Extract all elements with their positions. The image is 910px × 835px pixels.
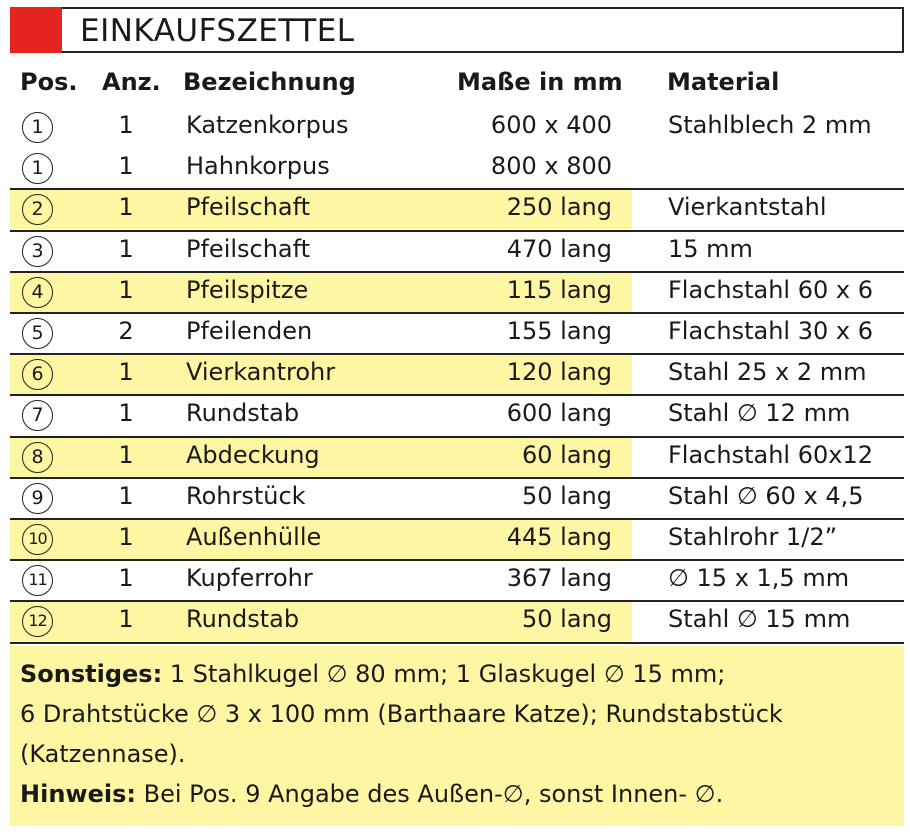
quantity-cell: 1	[118, 234, 134, 263]
quantity-cell: 1	[118, 564, 134, 593]
dimensions-cell: 50 lang	[522, 481, 612, 510]
row-divider	[10, 477, 904, 479]
sonstiges-text: 1 Stahlkugel ∅ 80 mm; 1 Glaskugel ∅ 15 mm;	[162, 660, 726, 688]
table-row	[0, 106, 910, 147]
row-divider	[10, 353, 904, 355]
position-number: 12	[22, 606, 53, 637]
position-number: 5	[22, 318, 53, 349]
position-number: 1	[22, 112, 53, 143]
description-cell: Rundstab	[186, 399, 300, 428]
dimensions-cell: 120 lang	[506, 358, 612, 387]
dimensions-cell: 50 lang	[522, 605, 612, 634]
position-number: 3	[22, 236, 53, 267]
material-cell: Stahl ∅ 15 mm	[668, 605, 851, 634]
description-cell: Abdeckung	[186, 440, 320, 469]
position-number: 8	[22, 442, 53, 473]
dimensions-cell: 60 lang	[522, 440, 612, 469]
notes-sonstiges-line2: 6 Drahtstücke ∅ 3 x 100 mm (Barthaare Katze); Rundstabstück	[20, 700, 783, 728]
title-bar	[10, 7, 904, 53]
quantity-cell: 1	[118, 111, 134, 139]
description-cell: Pfeilenden	[186, 317, 313, 345]
position-number: 11	[22, 565, 53, 596]
material-cell: Flachstahl 60 x 6	[668, 275, 873, 304]
position-number: 6	[22, 359, 53, 390]
table-row	[0, 518, 910, 559]
header-bezeichnung: Bezeichnung	[183, 68, 356, 96]
table-row	[0, 230, 910, 271]
quantity-cell: 1	[118, 152, 134, 181]
quantity-cell: 1	[118, 440, 134, 469]
quantity-cell: 1	[118, 523, 134, 551]
notes-sonstiges-line3: (Katzennase).	[20, 740, 186, 768]
dimensions-cell: 445 lang	[506, 523, 612, 551]
description-cell: Rundstab	[186, 605, 300, 634]
quantity-cell: 1	[118, 481, 134, 510]
material-cell: Stahlrohr 1/2”	[668, 523, 838, 551]
row-divider	[10, 642, 904, 644]
notes-hinweis	[20, 774, 894, 814]
description-cell: Pfeilschaft	[186, 234, 311, 263]
table-row	[0, 147, 910, 188]
material-cell: Stahl ∅ 12 mm	[668, 399, 851, 428]
quantity-cell: 1	[118, 193, 134, 222]
description-cell: Hahnkorpus	[186, 152, 330, 181]
quantity-cell: 1	[118, 358, 134, 387]
header-anz: Anz.	[102, 68, 161, 96]
hinweis-text: Bei Pos. 9 Angabe des Außen-∅, sonst Innen- ∅.	[135, 780, 724, 808]
dimensions-cell: 155 lang	[506, 317, 612, 345]
table-row	[0, 188, 910, 229]
description-cell: Pfeilschaft	[186, 193, 311, 222]
position-number: 1	[22, 153, 53, 184]
header-masse: Maße in mm	[457, 68, 623, 96]
header-pos: Pos.	[20, 68, 78, 96]
table-bottom-border	[0, 642, 910, 644]
row-divider	[10, 436, 904, 438]
table-header	[0, 66, 910, 106]
position-number: 2	[22, 194, 53, 225]
row-divider	[10, 188, 904, 190]
hinweis-label: Hinweis:	[20, 780, 136, 808]
notes-box	[10, 646, 904, 826]
quantity-cell: 1	[118, 605, 134, 634]
dimensions-cell: 367 lang	[506, 564, 612, 593]
quantity-cell: 1	[118, 275, 134, 304]
description-cell: Kupferrohr	[186, 564, 313, 593]
position-number: 9	[22, 483, 53, 514]
title-accent-block	[10, 7, 62, 53]
position-number: 7	[22, 400, 53, 431]
description-cell: Außenhülle	[186, 523, 322, 551]
table-row	[0, 271, 910, 312]
material-cell: Stahl 25 x 2 mm	[668, 358, 867, 387]
description-cell: Pfeilspitze	[186, 275, 309, 304]
position-number: 4	[22, 277, 53, 308]
table-row	[0, 312, 910, 353]
material-cell: Vierkantstahl	[668, 193, 827, 222]
row-divider	[10, 559, 904, 561]
table-row	[0, 600, 910, 641]
row-divider	[10, 312, 904, 314]
material-cell: 15 mm	[668, 234, 753, 263]
table-row	[0, 353, 910, 394]
material-cell: Stahl ∅ 60 x 4,5	[668, 481, 864, 510]
table-row	[0, 436, 910, 477]
row-divider	[10, 230, 904, 232]
material-cell: Stahlblech 2 mm	[668, 111, 872, 139]
dimensions-cell: 115 lang	[506, 275, 612, 304]
dimensions-cell: 600 lang	[506, 399, 612, 428]
table-row	[0, 477, 910, 518]
material-cell: Flachstahl 30 x 6	[668, 317, 873, 345]
dimensions-cell: 250 lang	[506, 193, 612, 222]
quantity-cell: 1	[118, 399, 134, 428]
description-cell: Vierkantrohr	[186, 358, 336, 387]
dimensions-cell: 470 lang	[506, 234, 612, 263]
page-title: EINKAUFSZETTEL	[80, 13, 355, 49]
description-cell: Katzenkorpus	[186, 111, 349, 139]
dimensions-cell: 800 x 800	[490, 152, 612, 181]
row-divider	[10, 600, 904, 602]
material-cell: Flachstahl 60x12	[668, 440, 873, 469]
position-number: 10	[22, 524, 53, 555]
dimensions-cell: 600 x 400	[490, 111, 612, 139]
table-row	[0, 559, 910, 600]
row-divider	[10, 394, 904, 396]
material-cell: ∅ 15 x 1,5 mm	[668, 564, 850, 593]
row-divider	[10, 271, 904, 273]
notes-sonstiges-line1	[20, 654, 894, 694]
table-row	[0, 394, 910, 435]
header-material: Material	[667, 68, 780, 96]
sonstiges-label: Sonstiges:	[20, 660, 163, 688]
row-divider	[10, 518, 904, 520]
quantity-cell: 2	[118, 317, 134, 345]
description-cell: Rohrstück	[186, 481, 306, 510]
